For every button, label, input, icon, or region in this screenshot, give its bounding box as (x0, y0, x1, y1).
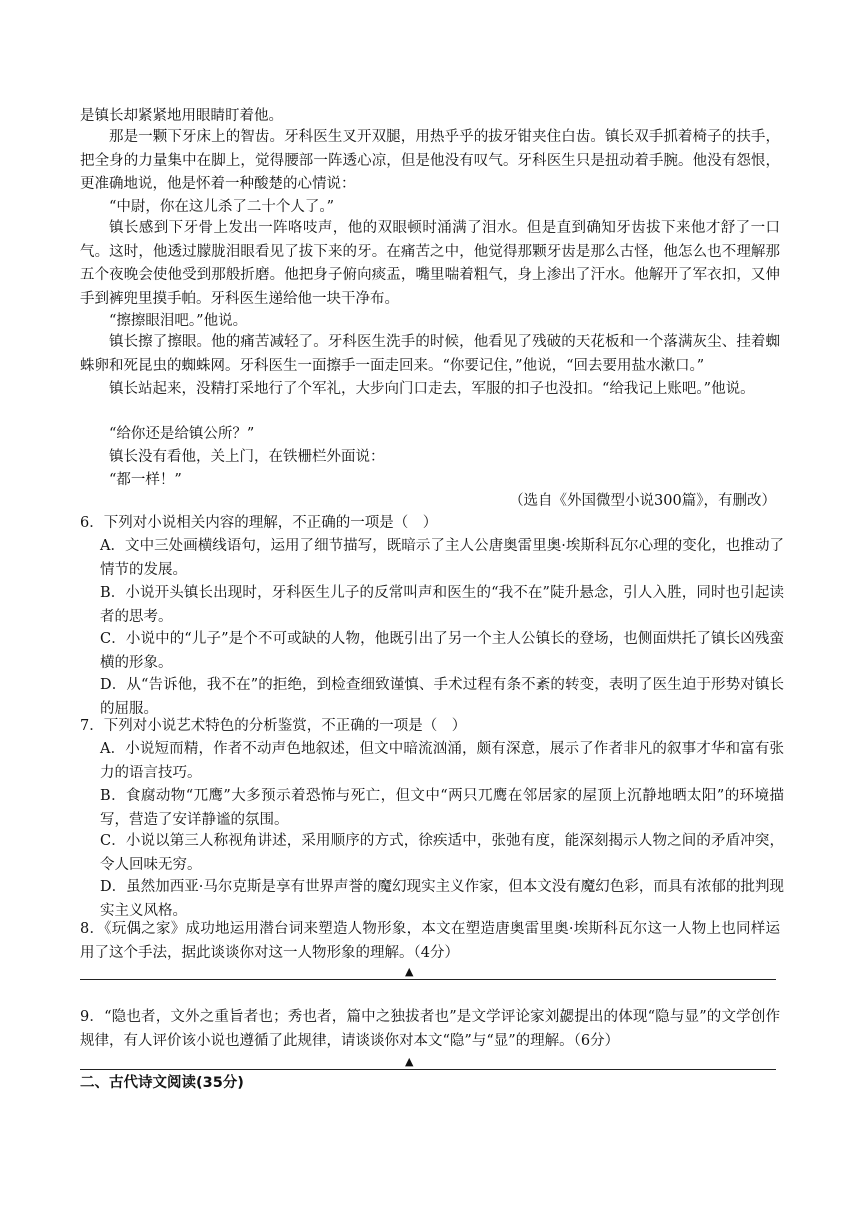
answer-line (80, 1069, 776, 1070)
question-6-stem: 6．下列对小说相关内容的理解，不正确的一项是（ ） (80, 515, 438, 531)
question-6-option-c: C．小说中的“儿子”是个不可或缺的人物，他既引出了另一个主人公镇长的登场，也侧面烘托了镇长凶残蛮横的形象。 (100, 631, 784, 671)
passage-paragraph: 那是一颗下牙床上的智齿。牙科医生叉开双腿，用热乎乎的拔牙钳夹住白齿。镇长双手抓着椅子的扶手，把全身的力量集中在脚上，觉得腰部一阵透心凉，但是他没有叹气。牙科医生只是扭动着手腕。他没有怨恨，更准确地说，他是怀着一种酸楚的心情说： (80, 129, 780, 192)
passage-paragraph: 镇长感到下牙骨上发出一阵咯吱声，他的双眼顿时涌满了泪水。但是直到确知牙齿拔下来他才舒了一口气。这时，他透过朦胧泪眼看见了拔下来的牙。在痛苦之中，他觉得那颗牙齿是那么古怪，他怎么也不理解那五个夜晚会使他受到那般折磨。他把身子俯向痰盂，嘴里喘着粗气，身上渗出了汗水。他解开了军衣扣，又伸手到裤兜里摸手帕。牙科医生递给他一块干净布。 (80, 220, 780, 307)
question-6-option-a: A．文中三处画横线语句，运用了细节描写，既暗示了主人公唐奥雷里奥·埃斯科瓦尔心理的变化，也推动了情节的发展。 (100, 538, 784, 578)
question-7-option-b: B．食腐动物“兀鹰”大多预示着恐怖与死亡，但文中“两只兀鹰在邻居家的屋顶上沉静地晒太阳”的环境描写，营造了安详静谧的氛围。 (100, 788, 784, 828)
question-8: 8．《玩偶之家》成功地运用潜台词来塑造人物形象，本文在塑造唐奥雷里奥·埃斯科瓦尔这一人物上也同样运用了这个手法，据此谈谈你对这一人物形象的理解。（4分） (80, 921, 780, 961)
passage-dialogue: “都一样！” (109, 472, 182, 488)
passage-line: 镇长没有看他，关上门，在铁栅栏外面说： (109, 449, 385, 465)
question-6-option-d: D．从“告诉他，我不在”的拒绝，到检查细致谨慎、手术过程有条不紊的转变，表明了医生迫于形势对镇长的屈服。 (100, 677, 784, 717)
question-7-option-d: D．虽然加西亚·马尔克斯是享有世界声誉的魔幻现实主义作家，但本文没有魔幻色彩，而具有浓郁的批判现实主义风格。 (100, 879, 784, 919)
passage-source: （选自《外国微型小说300篇》，有删改） (509, 493, 776, 509)
question-7-stem: 7．下列对小说艺术特色的分析鉴赏，不正确的一项是（ ） (80, 718, 467, 734)
passage-paragraph: 镇长站起来，没精打采地行了个军礼，大步向门口走去，军服的扣子也没扣。“给我记上账吧。”他说。 (109, 381, 755, 397)
passage-dialogue: “给你还是给镇公所？” (109, 426, 255, 442)
question-7-option-a: A．小说短而精，作者不动声色地叙述，但文中暗流汹涌，颇有深意，展示了作者非凡的叙事才华和富有张力的语言技巧。 (100, 741, 784, 781)
answer-marker-triangle: ▲ (405, 1055, 414, 1068)
section-heading: 二、古代诗文阅读(35分) (80, 1075, 244, 1091)
passage-paragraph: 镇长擦了擦眼。他的痛苦减轻了。牙科医生洗手的时候，他看见了残破的天花板和一个落满灰尘、挂着蜘蛛卵和死昆虫的蜘蛛网。牙科医生一面擦手一面走回来。“你要记住，”他说，“回去要用盐水漱口。” (80, 334, 780, 374)
question-7-option-c: C．小说以第三人称视角讲述，采用顺序的方式，徐疾适中，张弛有度，能深刻揭示人物之间的矛盾冲突，令人回味无穷。 (100, 833, 784, 873)
question-6-option-b: B．小说开头镇长出现时，牙科医生儿子的反常叫声和医生的“我不在”陡升悬念，引人入胜，同时也引起读者的思考。 (100, 585, 784, 625)
passage-dialogue: “擦擦眼泪吧。”他说。 (109, 313, 248, 329)
passage-dialogue: “中尉，你在这儿杀了二十个人了。” (109, 199, 335, 215)
question-9: 9．“隐也者，文外之重旨者也；秀也者，篇中之独拔者也”是文学评论家刘勰提出的体现“隐与显”的文学创作规律，有人评价该小说也遵循了此规律，请谈谈你对本文“隐”与“显”的理解。（6分） (80, 1009, 780, 1049)
answer-marker-triangle: ▲ (405, 965, 414, 978)
answer-line (80, 979, 776, 980)
passage-line: 是镇长却紧紧地用眼睛盯着他。 (80, 108, 283, 124)
